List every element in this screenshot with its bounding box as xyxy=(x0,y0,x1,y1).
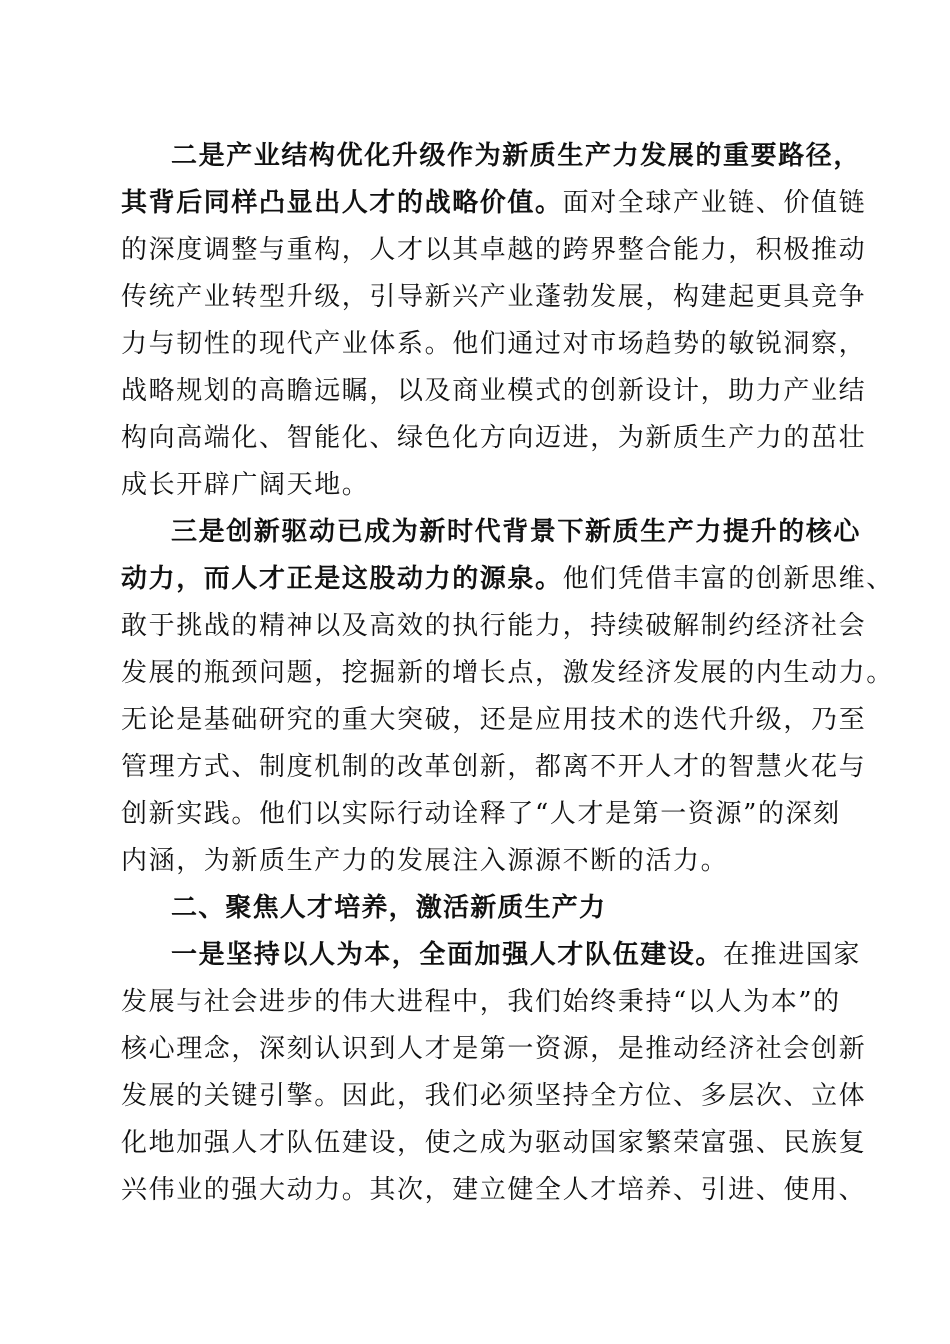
paragraph-lead-text: 动力，而人才正是这股动力的源泉。 xyxy=(121,564,563,594)
text-line: 内涵，为新质生产力的发展注入源源不断的活力。 xyxy=(121,846,729,876)
section-heading: 二、聚焦人才培养，激活新质生产力 xyxy=(171,893,607,923)
text-line: 发展的关键引擎。因此，我们必须坚持全方位、多层次、立体 xyxy=(121,1081,867,1111)
text-line: 构向高端化、智能化、绿色化方向迈进，为新质生产力的茁壮 xyxy=(121,423,867,453)
paragraph-lead-line: 三是创新驱动已成为新时代背景下新质生产力提升的核心 xyxy=(171,517,862,547)
text-line xyxy=(121,932,862,979)
text-line: 成长开辟广阔天地。 xyxy=(121,470,370,500)
paragraph-industrial-structure xyxy=(121,133,867,509)
text-run: 在推进国家 xyxy=(723,940,862,970)
text-line: 发展的瓶颈问题，挖掘新的增长点，激发经济发展的内生动力。 xyxy=(121,658,894,688)
paragraph-lead-text: 其背后同样凸显出人才的战略价值。 xyxy=(121,188,563,218)
text-line: 无论是基础研究的重大突破，还是应用技术的迭代升级，乃至 xyxy=(121,705,867,735)
paragraph-people-oriented xyxy=(121,932,867,1214)
text-line: 传统产业转型升级，引导新兴产业蓬勃发展，构建起更具竞争 xyxy=(121,282,867,312)
paragraph-innovation-driven xyxy=(121,509,894,885)
text-line xyxy=(121,556,894,603)
text-line: 兴伟业的强大动力。其次，建立健全人才培养、引进、使用、 xyxy=(121,1175,867,1205)
text-line: 的深度调整与重构，人才以其卓越的跨界整合能力，积极推动 xyxy=(121,235,867,265)
text-line: 创新实践。他们以实际行动诠释了“人才是第一资源”的深刻 xyxy=(121,799,841,829)
text-line: 化地加强人才队伍建设，使之成为驱动国家繁荣富强、民族复 xyxy=(121,1128,867,1158)
text-line: 管理方式、制度机制的改革创新，都离不开人才的智慧火花与 xyxy=(121,752,867,782)
text-run: 面对全球产业链、价值链 xyxy=(562,188,867,218)
text-line xyxy=(121,180,867,227)
text-line: 核心理念，深刻认识到人才是第一资源，是推动经济社会创新 xyxy=(121,1034,867,1064)
paragraph-lead-text: 一是坚持以人为本，全面加强人才队伍建设。 xyxy=(171,940,724,970)
text-line: 发展与社会进步的伟大进程中，我们始终秉持“以人为本”的 xyxy=(121,987,841,1017)
text-run: 他们凭借丰富的创新思维、 xyxy=(562,564,894,594)
document-body xyxy=(121,133,894,1214)
paragraph-lead-line: 二是产业结构优化升级作为新质生产力发展的重要路径， xyxy=(171,141,862,171)
text-line: 敢于挑战的精神以及高效的执行能力，持续破解制约经济社会 xyxy=(121,611,867,641)
text-line: 战略规划的高瞻远瞩，以及商业模式的创新设计，助力产业结 xyxy=(121,376,867,406)
text-line: 力与韧性的现代产业体系。他们通过对市场趋势的敏锐洞察， xyxy=(121,329,867,359)
